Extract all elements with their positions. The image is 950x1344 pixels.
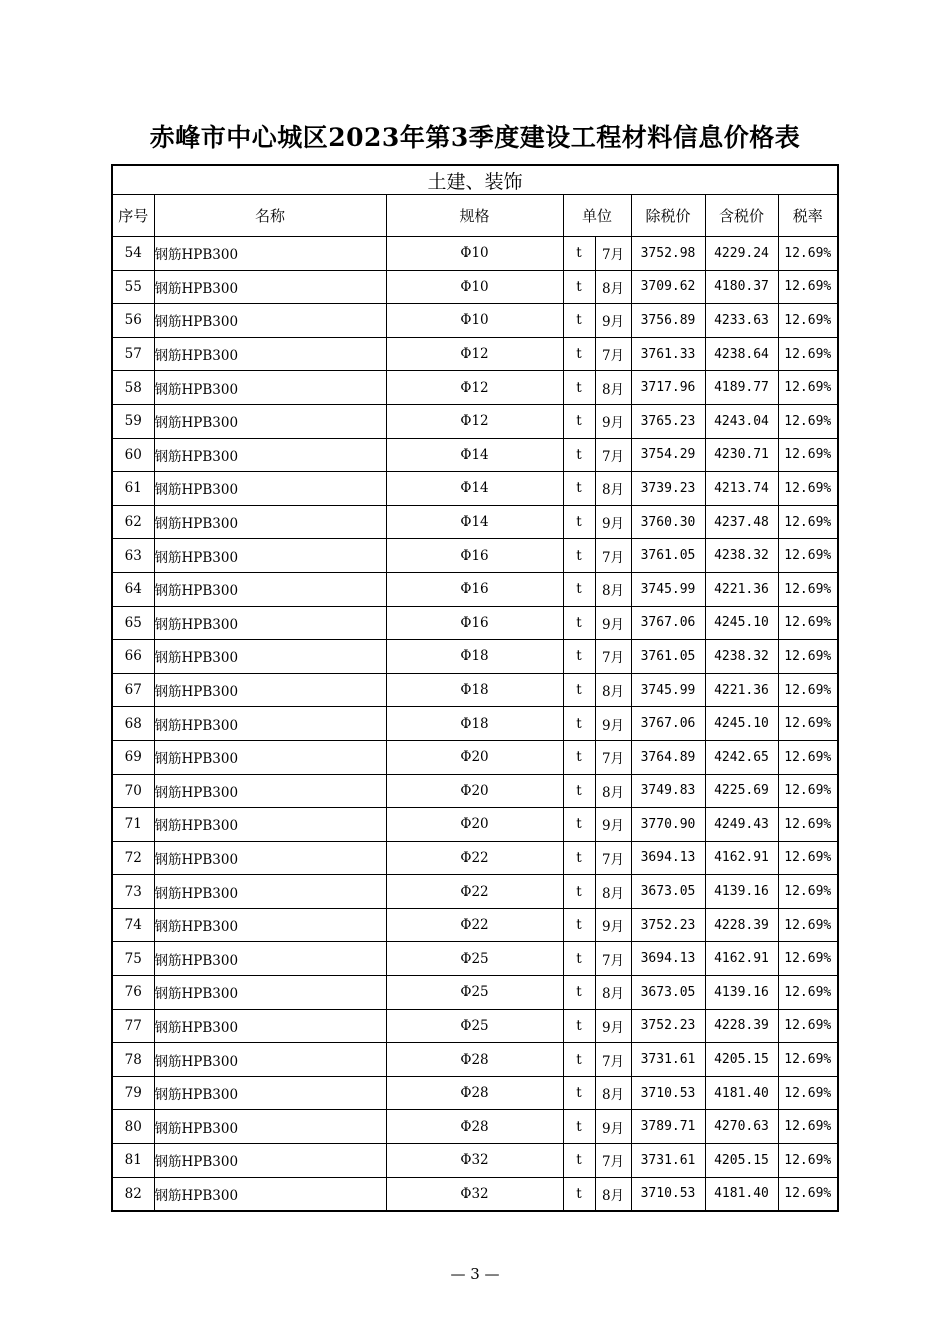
cell-month: 8月 <box>595 976 631 1010</box>
cell-month: 7月 <box>595 841 631 875</box>
cell-price-inc-tax: 4205.15 <box>705 1043 778 1077</box>
cell-name: 钢筋HPB300 <box>154 1009 386 1043</box>
cell-month: 7月 <box>595 942 631 976</box>
cell-spec: Φ28 <box>386 1076 563 1110</box>
cell-price-ex-tax: 3761.05 <box>631 539 705 573</box>
cell-price-ex-tax: 3710.53 <box>631 1076 705 1110</box>
cell-month: 8月 <box>595 1076 631 1110</box>
table-row <box>112 304 838 338</box>
header-unit: 单位 <box>563 195 631 237</box>
cell-name: 钢筋HPB300 <box>154 237 386 271</box>
cell-unit: t <box>563 1076 595 1110</box>
cell-spec: Φ20 <box>386 740 563 774</box>
cell-tax-rate: 12.69% <box>778 1177 838 1211</box>
cell-unit: t <box>563 908 595 942</box>
cell-spec: Φ25 <box>386 1009 563 1043</box>
cell-name: 钢筋HPB300 <box>154 1043 386 1077</box>
cell-index: 54 <box>112 237 154 271</box>
cell-tax-rate: 12.69% <box>778 707 838 741</box>
cell-month: 7月 <box>595 740 631 774</box>
cell-name: 钢筋HPB300 <box>154 572 386 606</box>
cell-unit: t <box>563 740 595 774</box>
cell-index: 72 <box>112 841 154 875</box>
cell-unit: t <box>563 1144 595 1178</box>
cell-index: 79 <box>112 1076 154 1110</box>
cell-price-ex-tax: 3694.13 <box>631 841 705 875</box>
cell-month: 9月 <box>595 1110 631 1144</box>
cell-index: 78 <box>112 1043 154 1077</box>
cell-tax-rate: 12.69% <box>778 740 838 774</box>
cell-price-ex-tax: 3745.99 <box>631 673 705 707</box>
cell-name: 钢筋HPB300 <box>154 1144 386 1178</box>
cell-tax-rate: 12.69% <box>778 270 838 304</box>
cell-tax-rate: 12.69% <box>778 942 838 976</box>
cell-unit: t <box>563 707 595 741</box>
table-row <box>112 438 838 472</box>
cell-index: 66 <box>112 640 154 674</box>
cell-price-inc-tax: 4189.77 <box>705 371 778 405</box>
cell-index: 56 <box>112 304 154 338</box>
cell-unit: t <box>563 774 595 808</box>
cell-price-ex-tax: 3764.89 <box>631 740 705 774</box>
cell-tax-rate: 12.69% <box>778 808 838 842</box>
table-row <box>112 505 838 539</box>
cell-spec: Φ22 <box>386 841 563 875</box>
table-row <box>112 572 838 606</box>
table-row <box>112 942 838 976</box>
section-row <box>112 165 838 195</box>
cell-index: 70 <box>112 774 154 808</box>
table-row <box>112 740 838 774</box>
cell-price-ex-tax: 3752.23 <box>631 1009 705 1043</box>
cell-price-ex-tax: 3739.23 <box>631 472 705 506</box>
cell-month: 9月 <box>595 505 631 539</box>
cell-price-inc-tax: 4242.65 <box>705 740 778 774</box>
cell-index: 55 <box>112 270 154 304</box>
cell-unit: t <box>563 673 595 707</box>
page-number: — 3 — <box>450 1265 500 1283</box>
cell-spec: Φ16 <box>386 572 563 606</box>
cell-price-inc-tax: 4205.15 <box>705 1144 778 1178</box>
cell-spec: Φ12 <box>386 371 563 405</box>
cell-tax-rate: 12.69% <box>778 908 838 942</box>
cell-price-ex-tax: 3673.05 <box>631 875 705 909</box>
cell-index: 63 <box>112 539 154 573</box>
cell-price-inc-tax: 4221.36 <box>705 572 778 606</box>
cell-month: 8月 <box>595 371 631 405</box>
cell-spec: Φ12 <box>386 404 563 438</box>
cell-unit: t <box>563 606 595 640</box>
cell-month: 9月 <box>595 404 631 438</box>
cell-name: 钢筋HPB300 <box>154 673 386 707</box>
cell-name: 钢筋HPB300 <box>154 337 386 371</box>
table-row <box>112 976 838 1010</box>
table-row <box>112 1177 838 1211</box>
cell-month: 9月 <box>595 707 631 741</box>
cell-price-inc-tax: 4181.40 <box>705 1076 778 1110</box>
cell-tax-rate: 12.69% <box>778 1144 838 1178</box>
cell-price-ex-tax: 3694.13 <box>631 942 705 976</box>
header-index: 序号 <box>112 195 154 237</box>
cell-price-ex-tax: 3756.89 <box>631 304 705 338</box>
cell-tax-rate: 12.69% <box>778 438 838 472</box>
cell-unit: t <box>563 404 595 438</box>
cell-index: 73 <box>112 875 154 909</box>
cell-index: 67 <box>112 673 154 707</box>
cell-tax-rate: 12.69% <box>778 1110 838 1144</box>
cell-unit: t <box>563 1110 595 1144</box>
cell-tax-rate: 12.69% <box>778 505 838 539</box>
table-row <box>112 1076 838 1110</box>
cell-unit: t <box>563 472 595 506</box>
cell-index: 61 <box>112 472 154 506</box>
cell-price-ex-tax: 3731.61 <box>631 1144 705 1178</box>
cell-spec: Φ32 <box>386 1144 563 1178</box>
cell-price-inc-tax: 4238.32 <box>705 539 778 573</box>
cell-name: 钢筋HPB300 <box>154 404 386 438</box>
table-row <box>112 673 838 707</box>
price-table <box>111 164 839 1212</box>
cell-name: 钢筋HPB300 <box>154 640 386 674</box>
cell-month: 7月 <box>595 438 631 472</box>
cell-index: 59 <box>112 404 154 438</box>
cell-price-ex-tax: 3749.83 <box>631 774 705 808</box>
cell-price-ex-tax: 3765.23 <box>631 404 705 438</box>
cell-month: 9月 <box>595 1009 631 1043</box>
cell-name: 钢筋HPB300 <box>154 438 386 472</box>
cell-tax-rate: 12.69% <box>778 774 838 808</box>
cell-unit: t <box>563 808 595 842</box>
cell-spec: Φ25 <box>386 976 563 1010</box>
table-row <box>112 472 838 506</box>
cell-name: 钢筋HPB300 <box>154 875 386 909</box>
cell-unit: t <box>563 976 595 1010</box>
cell-price-inc-tax: 4249.43 <box>705 808 778 842</box>
cell-price-inc-tax: 4230.71 <box>705 438 778 472</box>
cell-tax-rate: 12.69% <box>778 976 838 1010</box>
cell-price-ex-tax: 3731.61 <box>631 1043 705 1077</box>
cell-tax-rate: 12.69% <box>778 404 838 438</box>
table-row <box>112 1009 838 1043</box>
table-row <box>112 841 838 875</box>
cell-tax-rate: 12.69% <box>778 539 838 573</box>
cell-price-ex-tax: 3760.30 <box>631 505 705 539</box>
table-row <box>112 539 838 573</box>
cell-index: 62 <box>112 505 154 539</box>
cell-index: 69 <box>112 740 154 774</box>
cell-unit: t <box>563 875 595 909</box>
cell-tax-rate: 12.69% <box>778 640 838 674</box>
table-row <box>112 640 838 674</box>
cell-month: 7月 <box>595 539 631 573</box>
cell-tax-rate: 12.69% <box>778 875 838 909</box>
cell-price-ex-tax: 3770.90 <box>631 808 705 842</box>
cell-spec: Φ14 <box>386 472 563 506</box>
cell-tax-rate: 12.69% <box>778 304 838 338</box>
cell-name: 钢筋HPB300 <box>154 1177 386 1211</box>
cell-tax-rate: 12.69% <box>778 1009 838 1043</box>
cell-month: 8月 <box>595 774 631 808</box>
cell-name: 钢筋HPB300 <box>154 841 386 875</box>
cell-month: 7月 <box>595 640 631 674</box>
cell-index: 71 <box>112 808 154 842</box>
cell-unit: t <box>563 1043 595 1077</box>
cell-tax-rate: 12.69% <box>778 1076 838 1110</box>
cell-name: 钢筋HPB300 <box>154 505 386 539</box>
cell-index: 57 <box>112 337 154 371</box>
cell-price-inc-tax: 4162.91 <box>705 942 778 976</box>
cell-spec: Φ20 <box>386 774 563 808</box>
header-spec: 规格 <box>386 195 563 237</box>
cell-tax-rate: 12.69% <box>778 472 838 506</box>
table-row <box>112 875 838 909</box>
cell-index: 74 <box>112 908 154 942</box>
cell-spec: Φ20 <box>386 808 563 842</box>
cell-price-ex-tax: 3752.98 <box>631 237 705 271</box>
cell-unit: t <box>563 270 595 304</box>
cell-month: 9月 <box>595 606 631 640</box>
table-row <box>112 1144 838 1178</box>
cell-spec: Φ18 <box>386 673 563 707</box>
table-row <box>112 606 838 640</box>
table-row <box>112 908 838 942</box>
cell-unit: t <box>563 1177 595 1211</box>
cell-price-inc-tax: 4225.69 <box>705 774 778 808</box>
cell-month: 7月 <box>595 337 631 371</box>
cell-price-ex-tax: 3754.29 <box>631 438 705 472</box>
cell-price-inc-tax: 4238.64 <box>705 337 778 371</box>
cell-index: 60 <box>112 438 154 472</box>
cell-name: 钢筋HPB300 <box>154 1076 386 1110</box>
table-row <box>112 404 838 438</box>
cell-spec: Φ16 <box>386 539 563 573</box>
cell-unit: t <box>563 371 595 405</box>
cell-unit: t <box>563 337 595 371</box>
cell-spec: Φ32 <box>386 1177 563 1211</box>
cell-price-inc-tax: 4237.48 <box>705 505 778 539</box>
cell-month: 8月 <box>595 472 631 506</box>
cell-unit: t <box>563 304 595 338</box>
cell-month: 8月 <box>595 1177 631 1211</box>
cell-month: 8月 <box>595 270 631 304</box>
cell-price-inc-tax: 4180.37 <box>705 270 778 304</box>
cell-name: 钢筋HPB300 <box>154 808 386 842</box>
cell-price-ex-tax: 3767.06 <box>631 707 705 741</box>
cell-price-ex-tax: 3717.96 <box>631 371 705 405</box>
cell-price-inc-tax: 4228.39 <box>705 908 778 942</box>
cell-name: 钢筋HPB300 <box>154 304 386 338</box>
cell-name: 钢筋HPB300 <box>154 976 386 1010</box>
table-row <box>112 1043 838 1077</box>
cell-name: 钢筋HPB300 <box>154 472 386 506</box>
cell-month: 9月 <box>595 908 631 942</box>
cell-unit: t <box>563 640 595 674</box>
cell-price-inc-tax: 4221.36 <box>705 673 778 707</box>
cell-month: 7月 <box>595 237 631 271</box>
cell-price-ex-tax: 3710.53 <box>631 1177 705 1211</box>
cell-price-inc-tax: 4181.40 <box>705 1177 778 1211</box>
table-row <box>112 270 838 304</box>
header-row <box>112 195 838 237</box>
cell-price-ex-tax: 3761.33 <box>631 337 705 371</box>
cell-name: 钢筋HPB300 <box>154 942 386 976</box>
cell-month: 9月 <box>595 304 631 338</box>
cell-price-inc-tax: 4245.10 <box>705 606 778 640</box>
cell-month: 8月 <box>595 875 631 909</box>
cell-price-inc-tax: 4213.74 <box>705 472 778 506</box>
table-row <box>112 337 838 371</box>
cell-spec: Φ10 <box>386 270 563 304</box>
cell-name: 钢筋HPB300 <box>154 539 386 573</box>
cell-price-ex-tax: 3789.71 <box>631 1110 705 1144</box>
cell-spec: Φ18 <box>386 707 563 741</box>
cell-name: 钢筋HPB300 <box>154 740 386 774</box>
cell-name: 钢筋HPB300 <box>154 1110 386 1144</box>
cell-unit: t <box>563 841 595 875</box>
cell-spec: Φ10 <box>386 237 563 271</box>
cell-month: 9月 <box>595 808 631 842</box>
cell-price-ex-tax: 3761.05 <box>631 640 705 674</box>
cell-spec: Φ16 <box>386 606 563 640</box>
cell-unit: t <box>563 438 595 472</box>
cell-price-inc-tax: 4245.10 <box>705 707 778 741</box>
cell-price-inc-tax: 4270.63 <box>705 1110 778 1144</box>
table-row <box>112 237 838 271</box>
cell-name: 钢筋HPB300 <box>154 908 386 942</box>
table-row <box>112 1110 838 1144</box>
cell-tax-rate: 12.69% <box>778 572 838 606</box>
cell-month: 7月 <box>595 1043 631 1077</box>
table-row <box>112 371 838 405</box>
cell-name: 钢筋HPB300 <box>154 371 386 405</box>
cell-index: 81 <box>112 1144 154 1178</box>
cell-unit: t <box>563 1009 595 1043</box>
cell-price-inc-tax: 4243.04 <box>705 404 778 438</box>
cell-price-inc-tax: 4238.32 <box>705 640 778 674</box>
cell-price-inc-tax: 4229.24 <box>705 237 778 271</box>
cell-tax-rate: 12.69% <box>778 841 838 875</box>
cell-index: 77 <box>112 1009 154 1043</box>
cell-spec: Φ25 <box>386 942 563 976</box>
document-title: 赤峰市中心城区2023年第3季度建设工程材料信息价格表 <box>149 123 801 152</box>
cell-tax-rate: 12.69% <box>778 1043 838 1077</box>
cell-spec: Φ22 <box>386 908 563 942</box>
cell-tax-rate: 12.69% <box>778 337 838 371</box>
cell-spec: Φ22 <box>386 875 563 909</box>
cell-month: 8月 <box>595 673 631 707</box>
cell-unit: t <box>563 505 595 539</box>
cell-index: 75 <box>112 942 154 976</box>
cell-price-inc-tax: 4139.16 <box>705 875 778 909</box>
cell-unit: t <box>563 539 595 573</box>
cell-price-ex-tax: 3767.06 <box>631 606 705 640</box>
cell-tax-rate: 12.69% <box>778 606 838 640</box>
cell-month: 7月 <box>595 1144 631 1178</box>
cell-index: 64 <box>112 572 154 606</box>
cell-index: 58 <box>112 371 154 405</box>
cell-tax-rate: 12.69% <box>778 371 838 405</box>
header-price-inc-tax: 含税价 <box>705 195 778 237</box>
cell-unit: t <box>563 237 595 271</box>
header-price-ex-tax: 除税价 <box>631 195 705 237</box>
cell-name: 钢筋HPB300 <box>154 270 386 304</box>
cell-tax-rate: 12.69% <box>778 237 838 271</box>
cell-unit: t <box>563 572 595 606</box>
cell-spec: Φ18 <box>386 640 563 674</box>
cell-spec: Φ12 <box>386 337 563 371</box>
cell-name: 钢筋HPB300 <box>154 707 386 741</box>
table-row <box>112 774 838 808</box>
cell-index: 80 <box>112 1110 154 1144</box>
header-tax-rate: 税率 <box>778 195 838 237</box>
cell-price-ex-tax: 3745.99 <box>631 572 705 606</box>
cell-spec: Φ28 <box>386 1110 563 1144</box>
cell-price-ex-tax: 3673.05 <box>631 976 705 1010</box>
cell-index: 65 <box>112 606 154 640</box>
cell-name: 钢筋HPB300 <box>154 774 386 808</box>
cell-unit: t <box>563 942 595 976</box>
table-row <box>112 707 838 741</box>
cell-index: 82 <box>112 1177 154 1211</box>
section-title: 土建、装饰 <box>112 165 838 195</box>
cell-price-inc-tax: 4139.16 <box>705 976 778 1010</box>
cell-price-inc-tax: 4228.39 <box>705 1009 778 1043</box>
cell-month: 8月 <box>595 572 631 606</box>
header-name: 名称 <box>154 195 386 237</box>
cell-index: 68 <box>112 707 154 741</box>
cell-spec: Φ28 <box>386 1043 563 1077</box>
cell-index: 76 <box>112 976 154 1010</box>
cell-name: 钢筋HPB300 <box>154 606 386 640</box>
table-row <box>112 808 838 842</box>
cell-price-inc-tax: 4233.63 <box>705 304 778 338</box>
cell-spec: Φ14 <box>386 438 563 472</box>
cell-tax-rate: 12.69% <box>778 673 838 707</box>
cell-price-inc-tax: 4162.91 <box>705 841 778 875</box>
cell-spec: Φ10 <box>386 304 563 338</box>
table-body <box>112 237 838 1212</box>
cell-price-ex-tax: 3752.23 <box>631 908 705 942</box>
cell-price-ex-tax: 3709.62 <box>631 270 705 304</box>
cell-spec: Φ14 <box>386 505 563 539</box>
